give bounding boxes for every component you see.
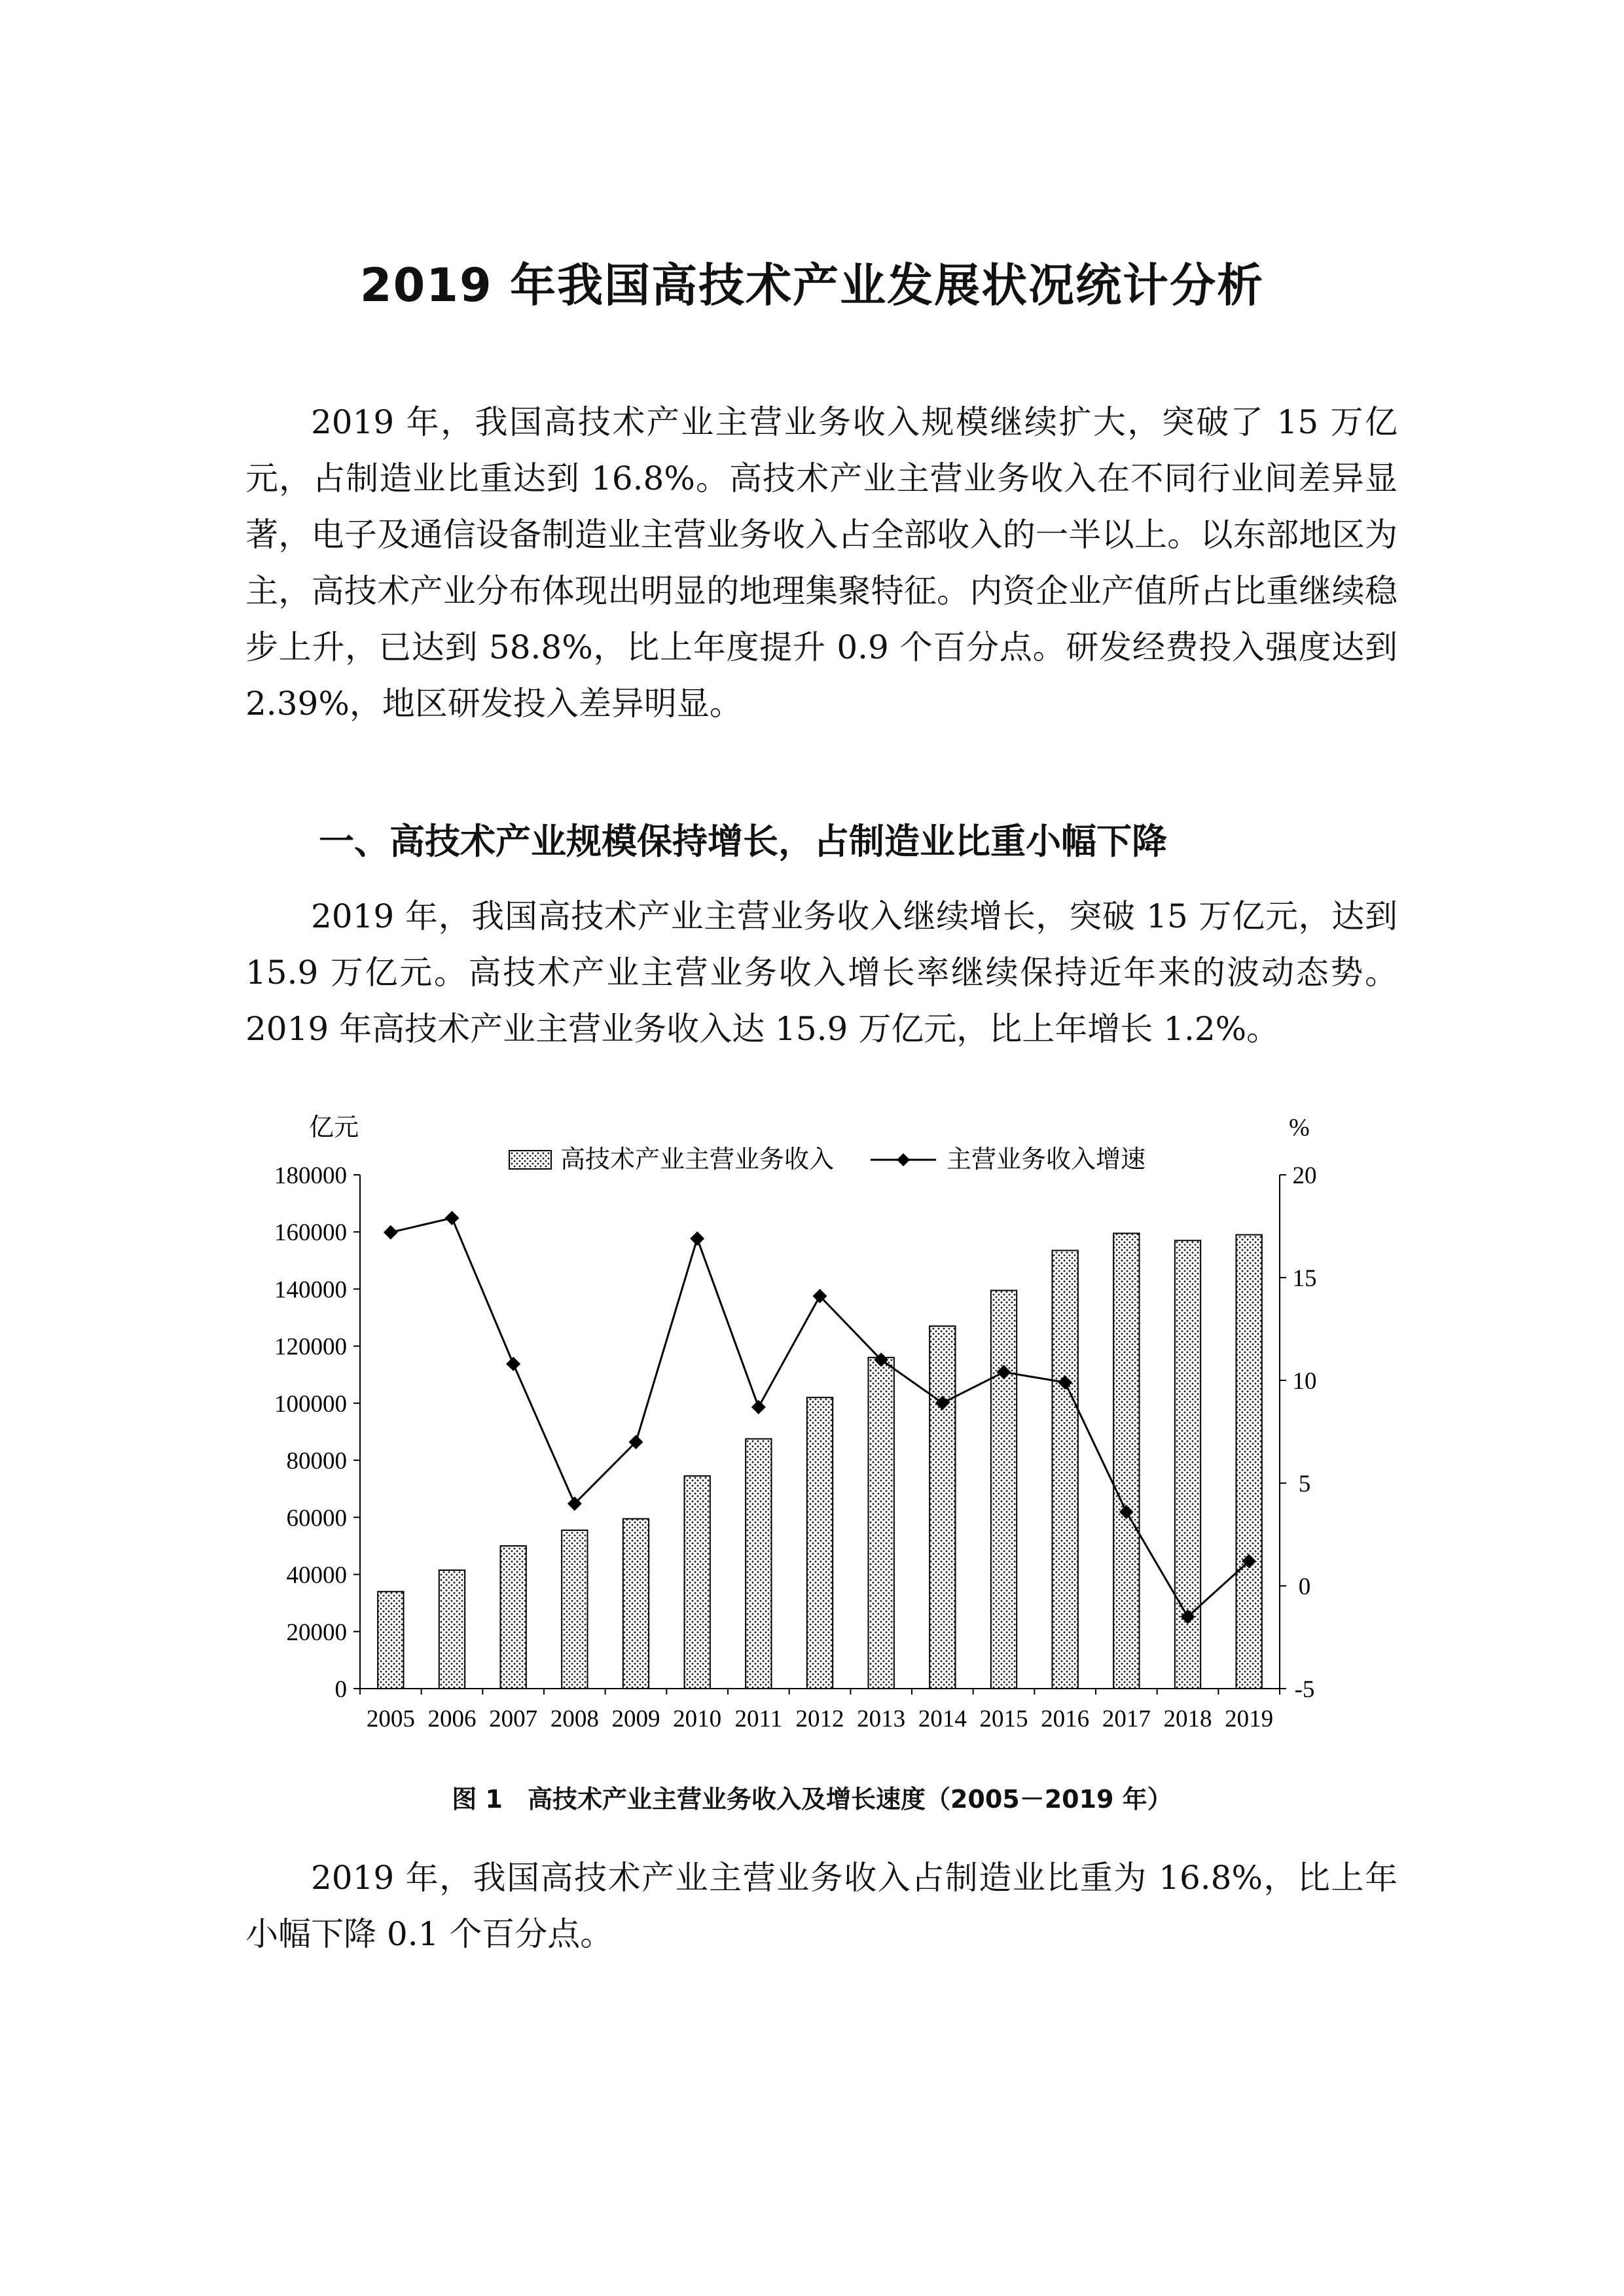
growth-rate-point	[751, 1400, 766, 1414]
left-axis-tick-label: 160000	[274, 1219, 347, 1247]
growth-rate-point	[445, 1211, 460, 1225]
revenue-bar	[1236, 1235, 1261, 1689]
legend-line-label: 主营业务收入增速	[947, 1145, 1146, 1174]
growth-rate-point	[690, 1231, 704, 1246]
x-axis-tick-label: 2016	[1041, 1706, 1090, 1732]
growth-rate-point	[384, 1225, 398, 1240]
revenue-bar	[1113, 1233, 1139, 1689]
plot-area	[274, 1162, 1317, 1732]
revenue-growth-chart	[249, 1100, 1335, 1761]
left-axis-tick-label: 0	[334, 1676, 347, 1703]
x-axis-tick-label: 2018	[1163, 1706, 1212, 1732]
left-axis-tick-label: 140000	[274, 1276, 347, 1304]
revenue-bar	[1052, 1251, 1077, 1689]
right-axis-unit-label: %	[1289, 1114, 1310, 1141]
after-figure-paragraph: 2019 年，我国高技术产业主营业务收入占制造业比重为 16.8%，比上年小幅下降 0.1 个百分点。	[245, 1859, 1398, 1953]
x-axis-tick-label: 2006	[427, 1706, 477, 1732]
intro-paragraph: 2019 年，我国高技术产业主营业务收入规模继续扩大，突破了 15 万亿元，占制造业比重达到 16.8%。高技术产业主营业务收入在不同行业间差异显著，电子及通信设备制造业主营业务收入占全部收入的一半以上。以东部地区为主，高技术产业分布体现出明显的地理集聚特征。内资企业产值所占比重继续稳步上升，已达到 58.8%，比上年度提升 0.9 个百分点。研发经费投入强度达到 2.39%，地区研发投入差异明显。	[245, 403, 1398, 723]
left-axis-tick-label: 80000	[286, 1448, 347, 1475]
left-axis-tick-label: 60000	[286, 1505, 347, 1532]
revenue-bar	[868, 1357, 893, 1689]
left-axis-tick-label: 40000	[286, 1562, 347, 1589]
legend-line-marker	[897, 1153, 910, 1166]
revenue-bar	[991, 1291, 1017, 1689]
growth-rate-point	[506, 1357, 520, 1371]
x-axis-tick-label: 2009	[611, 1706, 660, 1732]
revenue-bar	[929, 1326, 955, 1689]
revenue-bar	[807, 1397, 833, 1689]
figure-caption: 图 1 高技术产业主营业务收入及增长速度（2005－2019 年）	[452, 1785, 1172, 1814]
legend-bar-swatch	[509, 1151, 551, 1169]
chart-legend	[509, 1145, 1146, 1174]
x-axis-tick-label: 2007	[489, 1706, 538, 1732]
x-axis-tick-label: 2008	[550, 1706, 599, 1732]
x-axis-tick-label: 2015	[979, 1706, 1028, 1732]
right-axis-tick-label: 15	[1292, 1265, 1317, 1292]
x-axis-tick-label: 2012	[795, 1706, 844, 1732]
left-axis-tick-label: 100000	[274, 1390, 347, 1418]
revenue-bar	[746, 1439, 771, 1689]
left-axis-unit-label: 亿元	[308, 1113, 359, 1141]
left-axis-tick-label: 120000	[274, 1333, 347, 1361]
x-axis-tick-label: 2019	[1225, 1706, 1274, 1732]
x-axis-tick-label: 2014	[918, 1706, 967, 1732]
x-axis-tick-label: 2005	[366, 1706, 415, 1732]
x-axis-tick-label: 2013	[857, 1706, 906, 1732]
right-axis-tick-label: 0	[1298, 1573, 1311, 1600]
x-axis-tick-label: 2010	[673, 1706, 722, 1732]
x-axis-tick-label: 2011	[734, 1706, 783, 1732]
right-axis-tick-label: 20	[1292, 1162, 1317, 1189]
right-axis-tick-label: 10	[1292, 1368, 1317, 1395]
revenue-bar	[500, 1546, 526, 1689]
left-axis-tick-label: 20000	[286, 1619, 347, 1646]
right-axis-tick-label: -5	[1294, 1676, 1315, 1703]
right-axis-tick-label: 5	[1298, 1471, 1311, 1498]
x-axis-tick-label: 2017	[1102, 1706, 1151, 1732]
revenue-bar	[439, 1570, 465, 1689]
revenue-bar	[378, 1592, 403, 1689]
revenue-bar	[562, 1530, 587, 1689]
section-paragraph: 2019 年，我国高技术产业主营业务收入继续增长，突破 15 万亿元，达到 15.9 万亿元。高技术产业主营业务收入增长率继续保持近年来的波动态势。2019 年高技术产业主营业务收入达 15.9 万亿元，比上年增长 1.2%。	[245, 897, 1398, 1048]
legend-bar-label: 高技术产业主营业务收入	[560, 1145, 835, 1174]
revenue-bar	[684, 1476, 710, 1689]
left-axis-tick-label: 180000	[274, 1162, 347, 1189]
revenue-bar	[623, 1519, 649, 1689]
section-heading: 一、高技术产业规模保持增长，占制造业比重小幅下降	[319, 821, 1167, 862]
document-title: 2019 年我国高技术产业发展状况统计分析	[359, 259, 1265, 312]
